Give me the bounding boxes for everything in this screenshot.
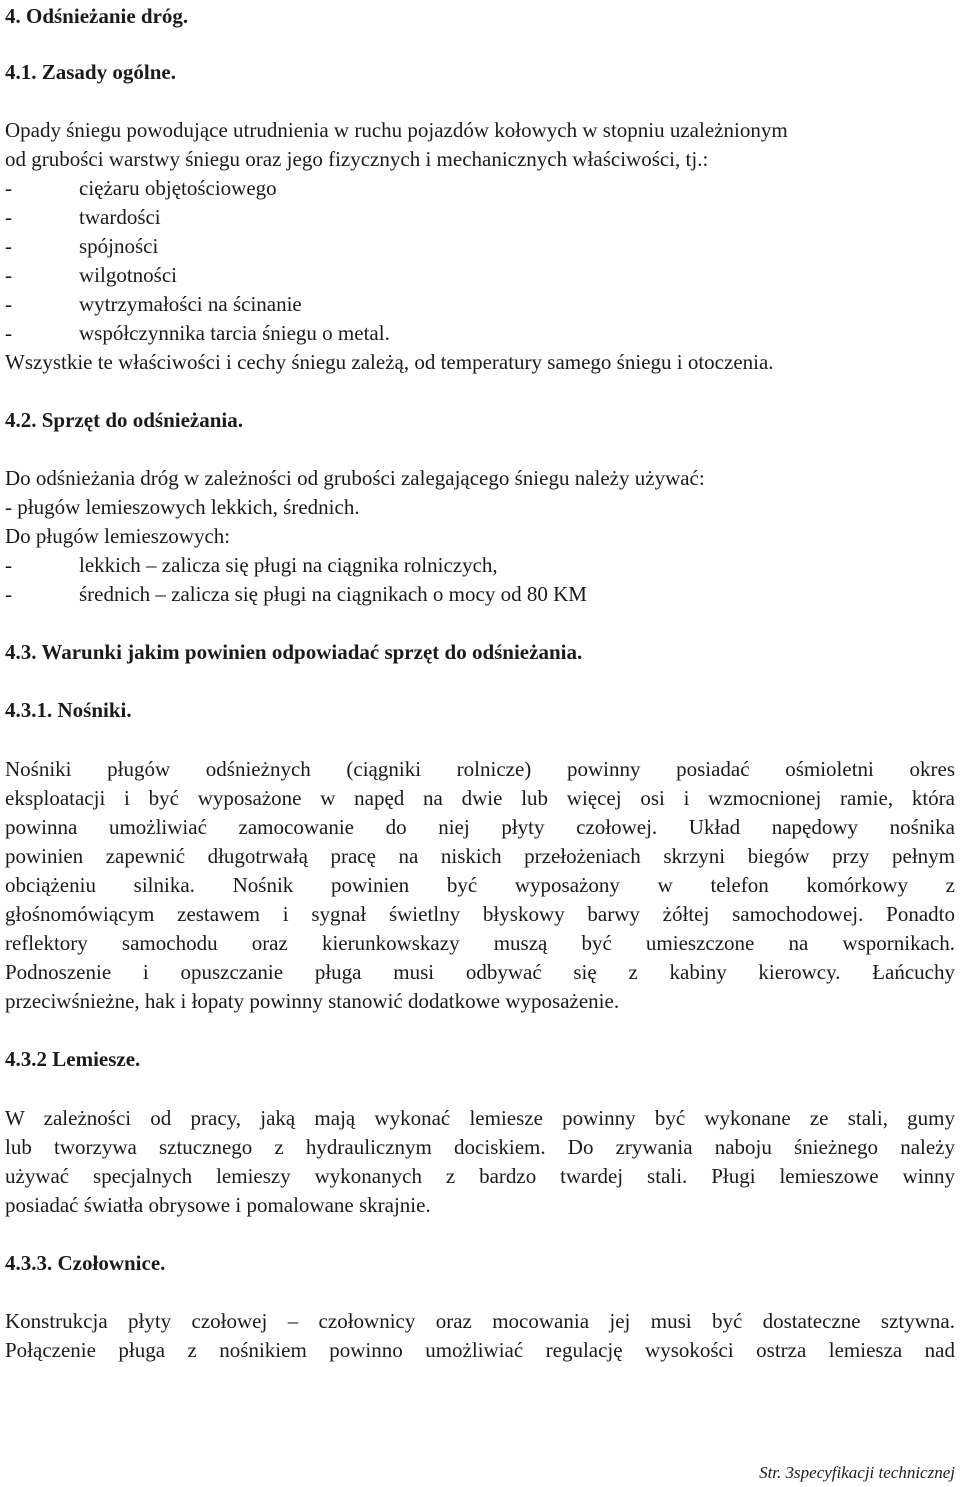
heading-4: 4. Odśnieżanie dróg. — [5, 4, 189, 28]
paragraph-5 — [5, 1104, 955, 1220]
paragraph-6 — [5, 1307, 955, 1365]
heading-4-3: 4.3. Warunki jakim powinien odpowiadać sprzęt do odśnieżania. — [5, 640, 583, 664]
paragraph-2: Wszystkie te właściwości i cechy śniegu zależą, od temperatury samego śniegu i otoczenia. — [5, 350, 774, 374]
paragraph-3-line-1: Do odśnieżania dróg w zależności od grubości zalegającego śniegu należy używać: — [5, 466, 705, 490]
heading-4-2: 4.2. Sprzęt do odśnieżania. — [5, 408, 244, 432]
paragraph-3-line-3: Do pługów lemieszowych: — [5, 524, 231, 548]
heading-4-3-2: 4.3.2 Lemiesze. — [5, 1047, 141, 1071]
paragraph-line: posiadać światła obrysowe i pomalowane skrajnie. — [5, 1193, 431, 1217]
paragraph-line: lub tworzywa sztucznego z hydraulicznym dociskiem. Do zrywania naboju śnieżnego należy — [5, 1135, 955, 1159]
paragraph-line: od grubości warstwy śniegu oraz jego fizycznych i mechanicznych właściwości, tj.: — [5, 147, 709, 171]
page-footer: Str. 3specyfikacji technicznej — [759, 1463, 955, 1482]
paragraph-line: powinna umożliwiać zamocowanie do niej płyty czołowej. Układ napędowy nośnika — [5, 815, 955, 839]
paragraph-line: powinien zapewnić długotrwałą pracę na niskich przełożeniach skrzyni biegów przy pełnym — [5, 844, 955, 868]
paragraph-line: Konstrukcja płyty czołowej – czołownicy oraz mocowania jej musi być dostateczne sztywna. — [5, 1309, 955, 1333]
paragraph-3-line-2: - pługów lemieszowych lekkich, średnich. — [5, 495, 360, 519]
heading-4-3-3: 4.3.3. Czołownice. — [5, 1251, 166, 1275]
heading-4-1: 4.1. Zasady ogólne. — [5, 60, 176, 84]
paragraph-line: Połączenie pługa z nośnikiem powinno umożliwiać regulację wysokości ostrza lemiesza nad — [5, 1338, 955, 1362]
paragraph-4 — [5, 755, 955, 1016]
paragraph-line: Opady śniegu powodujące utrudnienia w ruchu pojazdów kołowych w stopniu uzależnionym — [5, 118, 788, 142]
paragraph-line: Podnoszenie i opuszczanie pługa musi odbywać się z kabiny kierowcy. Łańcuchy — [5, 960, 955, 984]
paragraph-line: W zależności od pracy, jaką mają wykonać lemiesze powinny być wykonane ze stali, gumy — [5, 1106, 955, 1130]
paragraph-line: głośnomówiącym zestawem i sygnał świetlny błyskowy barwy żółtej samochodowej. Ponadto — [5, 902, 955, 926]
paragraph-line: reflektory samochodu oraz kierunkowskazy muszą być umieszczone na wspornikach. — [5, 931, 955, 955]
paragraph-line: używać specjalnych lemieszy wykonanych z bardzo twardej stali. Pługi lemieszowe winny — [5, 1164, 955, 1188]
paragraph-line: przeciwśnieżne, hak i łopaty powinny stanowić dodatkowe wyposażenie. — [5, 989, 620, 1013]
paragraph-line: Nośniki pługów odśnieżnych (ciągniki rolnicze) powinny posiadać ośmioletni okres — [5, 757, 955, 781]
paragraph-line: eksploatacji i być wyposażone w napęd na dwie lub więcej osi i wzmocnionej ramie, która — [5, 786, 955, 810]
heading-4-3-1: 4.3.1. Nośniki. — [5, 698, 132, 722]
paragraph-line: obciążeniu silnika. Nośnik powinien być wyposażony w telefon komórkowy z — [5, 873, 955, 897]
